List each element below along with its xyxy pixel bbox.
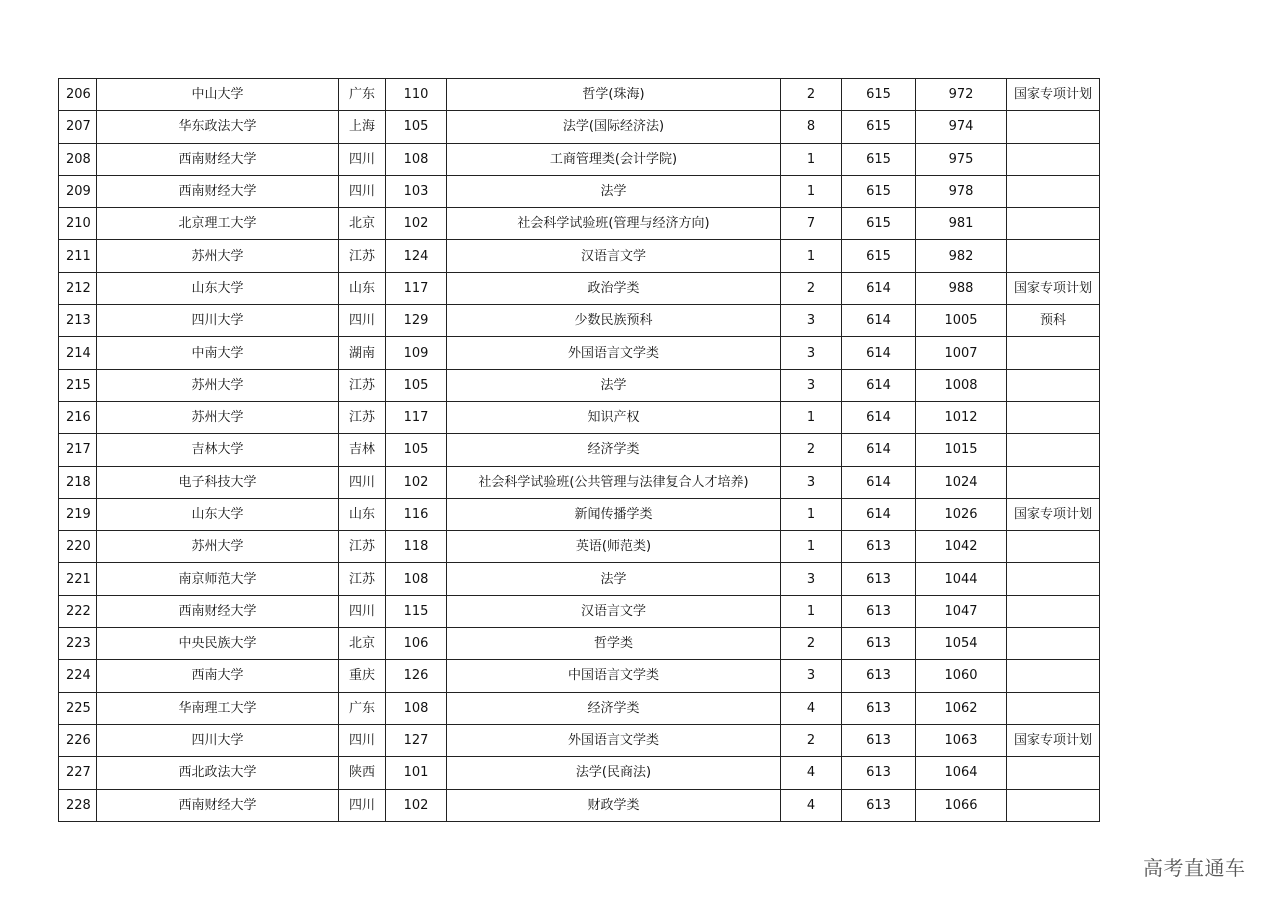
cell-rank: 1026 bbox=[916, 498, 1007, 530]
cell-major: 少数民族预科 bbox=[447, 305, 781, 337]
cell-province: 广东 bbox=[339, 692, 386, 724]
cell-note bbox=[1007, 337, 1100, 369]
cell-code: 118 bbox=[386, 531, 447, 563]
cell-major: 法学 bbox=[447, 175, 781, 207]
cell-score: 613 bbox=[842, 531, 916, 563]
table-row bbox=[59, 143, 1100, 175]
cell-code: 101 bbox=[386, 757, 447, 789]
cell-major: 财政学类 bbox=[447, 789, 781, 821]
cell-university: 山东大学 bbox=[97, 272, 339, 304]
cell-note bbox=[1007, 369, 1100, 401]
cell-code: 108 bbox=[386, 143, 447, 175]
cell-score: 614 bbox=[842, 498, 916, 530]
table-row bbox=[59, 757, 1100, 789]
table-row bbox=[59, 434, 1100, 466]
cell-province: 江苏 bbox=[339, 563, 386, 595]
cell-seq: 218 bbox=[59, 466, 97, 498]
table-row bbox=[59, 337, 1100, 369]
cell-seq: 220 bbox=[59, 531, 97, 563]
cell-major: 知识产权 bbox=[447, 401, 781, 433]
cell-note bbox=[1007, 692, 1100, 724]
cell-plan: 3 bbox=[781, 466, 842, 498]
cell-code: 117 bbox=[386, 401, 447, 433]
cell-university: 南京师范大学 bbox=[97, 563, 339, 595]
cell-score: 614 bbox=[842, 369, 916, 401]
cell-code: 103 bbox=[386, 175, 447, 207]
cell-university: 苏州大学 bbox=[97, 240, 339, 272]
table-row bbox=[59, 660, 1100, 692]
cell-score: 613 bbox=[842, 789, 916, 821]
table-row bbox=[59, 466, 1100, 498]
cell-province: 广东 bbox=[339, 79, 386, 111]
cell-note bbox=[1007, 401, 1100, 433]
table-row bbox=[59, 240, 1100, 272]
cell-seq: 206 bbox=[59, 79, 97, 111]
cell-rank: 1044 bbox=[916, 563, 1007, 595]
cell-rank: 1066 bbox=[916, 789, 1007, 821]
cell-code: 127 bbox=[386, 724, 447, 756]
cell-rank: 1015 bbox=[916, 434, 1007, 466]
cell-rank: 1012 bbox=[916, 401, 1007, 433]
cell-plan: 1 bbox=[781, 531, 842, 563]
cell-province: 四川 bbox=[339, 175, 386, 207]
cell-note bbox=[1007, 628, 1100, 660]
cell-seq: 208 bbox=[59, 143, 97, 175]
cell-university: 中南大学 bbox=[97, 337, 339, 369]
cell-score: 615 bbox=[842, 175, 916, 207]
cell-seq: 214 bbox=[59, 337, 97, 369]
table-row bbox=[59, 272, 1100, 304]
cell-rank: 981 bbox=[916, 208, 1007, 240]
table-row bbox=[59, 305, 1100, 337]
cell-seq: 211 bbox=[59, 240, 97, 272]
cell-major: 哲学类 bbox=[447, 628, 781, 660]
cell-rank: 1054 bbox=[916, 628, 1007, 660]
cell-note: 国家专项计划 bbox=[1007, 272, 1100, 304]
cell-score: 615 bbox=[842, 208, 916, 240]
cell-major: 经济学类 bbox=[447, 692, 781, 724]
cell-major: 法学(国际经济法) bbox=[447, 111, 781, 143]
cell-rank: 1060 bbox=[916, 660, 1007, 692]
table-row bbox=[59, 789, 1100, 821]
table-row bbox=[59, 175, 1100, 207]
cell-rank: 1024 bbox=[916, 466, 1007, 498]
cell-province: 上海 bbox=[339, 111, 386, 143]
cell-province: 湖南 bbox=[339, 337, 386, 369]
cell-province: 四川 bbox=[339, 724, 386, 756]
table-row bbox=[59, 208, 1100, 240]
cell-plan: 2 bbox=[781, 434, 842, 466]
cell-major: 社会科学试验班(管理与经济方向) bbox=[447, 208, 781, 240]
cell-university: 西南财经大学 bbox=[97, 143, 339, 175]
table-row bbox=[59, 724, 1100, 756]
cell-rank: 974 bbox=[916, 111, 1007, 143]
cell-score: 614 bbox=[842, 305, 916, 337]
cell-code: 102 bbox=[386, 789, 447, 821]
table-row bbox=[59, 563, 1100, 595]
cell-code: 105 bbox=[386, 369, 447, 401]
cell-plan: 3 bbox=[781, 563, 842, 595]
cell-rank: 1062 bbox=[916, 692, 1007, 724]
cell-major: 新闻传播学类 bbox=[447, 498, 781, 530]
cell-province: 陕西 bbox=[339, 757, 386, 789]
cell-score: 614 bbox=[842, 401, 916, 433]
cell-seq: 225 bbox=[59, 692, 97, 724]
cell-seq: 216 bbox=[59, 401, 97, 433]
cell-province: 江苏 bbox=[339, 531, 386, 563]
cell-province: 四川 bbox=[339, 789, 386, 821]
cell-major: 英语(师范类) bbox=[447, 531, 781, 563]
cell-score: 614 bbox=[842, 466, 916, 498]
cell-plan: 3 bbox=[781, 660, 842, 692]
cell-seq: 207 bbox=[59, 111, 97, 143]
cell-code: 102 bbox=[386, 208, 447, 240]
cell-major: 法学(民商法) bbox=[447, 757, 781, 789]
cell-plan: 2 bbox=[781, 724, 842, 756]
watermark-text: 高考直通车 bbox=[1143, 856, 1246, 880]
admission-table bbox=[58, 78, 1100, 822]
cell-seq: 222 bbox=[59, 595, 97, 627]
cell-seq: 227 bbox=[59, 757, 97, 789]
cell-province: 山东 bbox=[339, 272, 386, 304]
cell-score: 614 bbox=[842, 434, 916, 466]
cell-plan: 1 bbox=[781, 175, 842, 207]
cell-seq: 221 bbox=[59, 563, 97, 595]
cell-rank: 988 bbox=[916, 272, 1007, 304]
cell-province: 北京 bbox=[339, 628, 386, 660]
table-row bbox=[59, 79, 1100, 111]
cell-note bbox=[1007, 434, 1100, 466]
cell-rank: 1063 bbox=[916, 724, 1007, 756]
cell-major: 政治学类 bbox=[447, 272, 781, 304]
cell-score: 615 bbox=[842, 240, 916, 272]
cell-rank: 975 bbox=[916, 143, 1007, 175]
table-row bbox=[59, 369, 1100, 401]
cell-code: 117 bbox=[386, 272, 447, 304]
cell-university: 中央民族大学 bbox=[97, 628, 339, 660]
cell-province: 江苏 bbox=[339, 240, 386, 272]
cell-note bbox=[1007, 789, 1100, 821]
cell-province: 江苏 bbox=[339, 401, 386, 433]
cell-province: 四川 bbox=[339, 305, 386, 337]
cell-plan: 7 bbox=[781, 208, 842, 240]
cell-major: 社会科学试验班(公共管理与法律复合人才培养) bbox=[447, 466, 781, 498]
table-row bbox=[59, 628, 1100, 660]
cell-note bbox=[1007, 660, 1100, 692]
cell-rank: 1047 bbox=[916, 595, 1007, 627]
cell-major: 汉语言文学 bbox=[447, 240, 781, 272]
cell-code: 109 bbox=[386, 337, 447, 369]
cell-plan: 1 bbox=[781, 240, 842, 272]
table-row bbox=[59, 531, 1100, 563]
cell-seq: 212 bbox=[59, 272, 97, 304]
cell-major: 法学 bbox=[447, 563, 781, 595]
cell-code: 102 bbox=[386, 466, 447, 498]
cell-code: 105 bbox=[386, 111, 447, 143]
cell-university: 四川大学 bbox=[97, 305, 339, 337]
cell-note bbox=[1007, 175, 1100, 207]
cell-note bbox=[1007, 208, 1100, 240]
cell-score: 613 bbox=[842, 628, 916, 660]
cell-score: 613 bbox=[842, 563, 916, 595]
cell-province: 四川 bbox=[339, 466, 386, 498]
cell-university: 四川大学 bbox=[97, 724, 339, 756]
cell-major: 哲学(珠海) bbox=[447, 79, 781, 111]
cell-code: 110 bbox=[386, 79, 447, 111]
cell-seq: 223 bbox=[59, 628, 97, 660]
cell-rank: 1008 bbox=[916, 369, 1007, 401]
cell-note bbox=[1007, 563, 1100, 595]
cell-university: 电子科技大学 bbox=[97, 466, 339, 498]
cell-code: 108 bbox=[386, 692, 447, 724]
cell-seq: 224 bbox=[59, 660, 97, 692]
cell-university: 北京理工大学 bbox=[97, 208, 339, 240]
cell-note bbox=[1007, 466, 1100, 498]
cell-plan: 3 bbox=[781, 369, 842, 401]
cell-university: 西北政法大学 bbox=[97, 757, 339, 789]
cell-province: 江苏 bbox=[339, 369, 386, 401]
cell-score: 613 bbox=[842, 692, 916, 724]
cell-note bbox=[1007, 111, 1100, 143]
cell-rank: 972 bbox=[916, 79, 1007, 111]
cell-plan: 2 bbox=[781, 628, 842, 660]
cell-plan: 4 bbox=[781, 757, 842, 789]
cell-province: 吉林 bbox=[339, 434, 386, 466]
cell-seq: 228 bbox=[59, 789, 97, 821]
cell-major: 工商管理类(会计学院) bbox=[447, 143, 781, 175]
cell-plan: 8 bbox=[781, 111, 842, 143]
cell-seq: 217 bbox=[59, 434, 97, 466]
cell-university: 苏州大学 bbox=[97, 531, 339, 563]
cell-university: 华南理工大学 bbox=[97, 692, 339, 724]
cell-note bbox=[1007, 240, 1100, 272]
cell-major: 法学 bbox=[447, 369, 781, 401]
cell-plan: 1 bbox=[781, 143, 842, 175]
cell-note bbox=[1007, 531, 1100, 563]
cell-province: 山东 bbox=[339, 498, 386, 530]
cell-major: 经济学类 bbox=[447, 434, 781, 466]
cell-university: 西南财经大学 bbox=[97, 789, 339, 821]
cell-score: 613 bbox=[842, 724, 916, 756]
table-row bbox=[59, 401, 1100, 433]
cell-plan: 2 bbox=[781, 79, 842, 111]
cell-seq: 210 bbox=[59, 208, 97, 240]
cell-rank: 1007 bbox=[916, 337, 1007, 369]
cell-code: 129 bbox=[386, 305, 447, 337]
cell-plan: 4 bbox=[781, 789, 842, 821]
table-row bbox=[59, 498, 1100, 530]
cell-plan: 1 bbox=[781, 401, 842, 433]
table-body bbox=[59, 79, 1100, 822]
cell-major: 汉语言文学 bbox=[447, 595, 781, 627]
cell-province: 四川 bbox=[339, 143, 386, 175]
cell-note: 预科 bbox=[1007, 305, 1100, 337]
cell-rank: 982 bbox=[916, 240, 1007, 272]
cell-university: 西南财经大学 bbox=[97, 175, 339, 207]
cell-rank: 1005 bbox=[916, 305, 1007, 337]
table-row bbox=[59, 595, 1100, 627]
cell-university: 华东政法大学 bbox=[97, 111, 339, 143]
cell-rank: 1042 bbox=[916, 531, 1007, 563]
cell-score: 615 bbox=[842, 79, 916, 111]
cell-plan: 3 bbox=[781, 305, 842, 337]
cell-score: 613 bbox=[842, 660, 916, 692]
cell-note bbox=[1007, 757, 1100, 789]
cell-university: 山东大学 bbox=[97, 498, 339, 530]
cell-plan: 1 bbox=[781, 595, 842, 627]
table-row bbox=[59, 692, 1100, 724]
table-row bbox=[59, 111, 1100, 143]
cell-note bbox=[1007, 595, 1100, 627]
cell-university: 吉林大学 bbox=[97, 434, 339, 466]
cell-code: 108 bbox=[386, 563, 447, 595]
cell-seq: 226 bbox=[59, 724, 97, 756]
cell-score: 613 bbox=[842, 595, 916, 627]
cell-major: 中国语言文学类 bbox=[447, 660, 781, 692]
cell-university: 西南大学 bbox=[97, 660, 339, 692]
cell-score: 615 bbox=[842, 111, 916, 143]
cell-note: 国家专项计划 bbox=[1007, 79, 1100, 111]
cell-seq: 213 bbox=[59, 305, 97, 337]
cell-rank: 978 bbox=[916, 175, 1007, 207]
cell-code: 115 bbox=[386, 595, 447, 627]
cell-university: 苏州大学 bbox=[97, 369, 339, 401]
cell-seq: 209 bbox=[59, 175, 97, 207]
cell-code: 124 bbox=[386, 240, 447, 272]
cell-code: 105 bbox=[386, 434, 447, 466]
cell-university: 西南财经大学 bbox=[97, 595, 339, 627]
cell-university: 苏州大学 bbox=[97, 401, 339, 433]
cell-score: 614 bbox=[842, 337, 916, 369]
cell-score: 613 bbox=[842, 757, 916, 789]
cell-plan: 3 bbox=[781, 337, 842, 369]
cell-note: 国家专项计划 bbox=[1007, 498, 1100, 530]
cell-plan: 4 bbox=[781, 692, 842, 724]
cell-seq: 219 bbox=[59, 498, 97, 530]
cell-university: 中山大学 bbox=[97, 79, 339, 111]
cell-code: 116 bbox=[386, 498, 447, 530]
cell-note bbox=[1007, 143, 1100, 175]
cell-major: 外国语言文学类 bbox=[447, 724, 781, 756]
cell-note: 国家专项计划 bbox=[1007, 724, 1100, 756]
cell-score: 614 bbox=[842, 272, 916, 304]
cell-rank: 1064 bbox=[916, 757, 1007, 789]
cell-code: 126 bbox=[386, 660, 447, 692]
cell-score: 615 bbox=[842, 143, 916, 175]
cell-major: 外国语言文学类 bbox=[447, 337, 781, 369]
cell-province: 四川 bbox=[339, 595, 386, 627]
cell-seq: 215 bbox=[59, 369, 97, 401]
cell-code: 106 bbox=[386, 628, 447, 660]
cell-plan: 2 bbox=[781, 272, 842, 304]
cell-province: 北京 bbox=[339, 208, 386, 240]
cell-plan: 1 bbox=[781, 498, 842, 530]
cell-province: 重庆 bbox=[339, 660, 386, 692]
